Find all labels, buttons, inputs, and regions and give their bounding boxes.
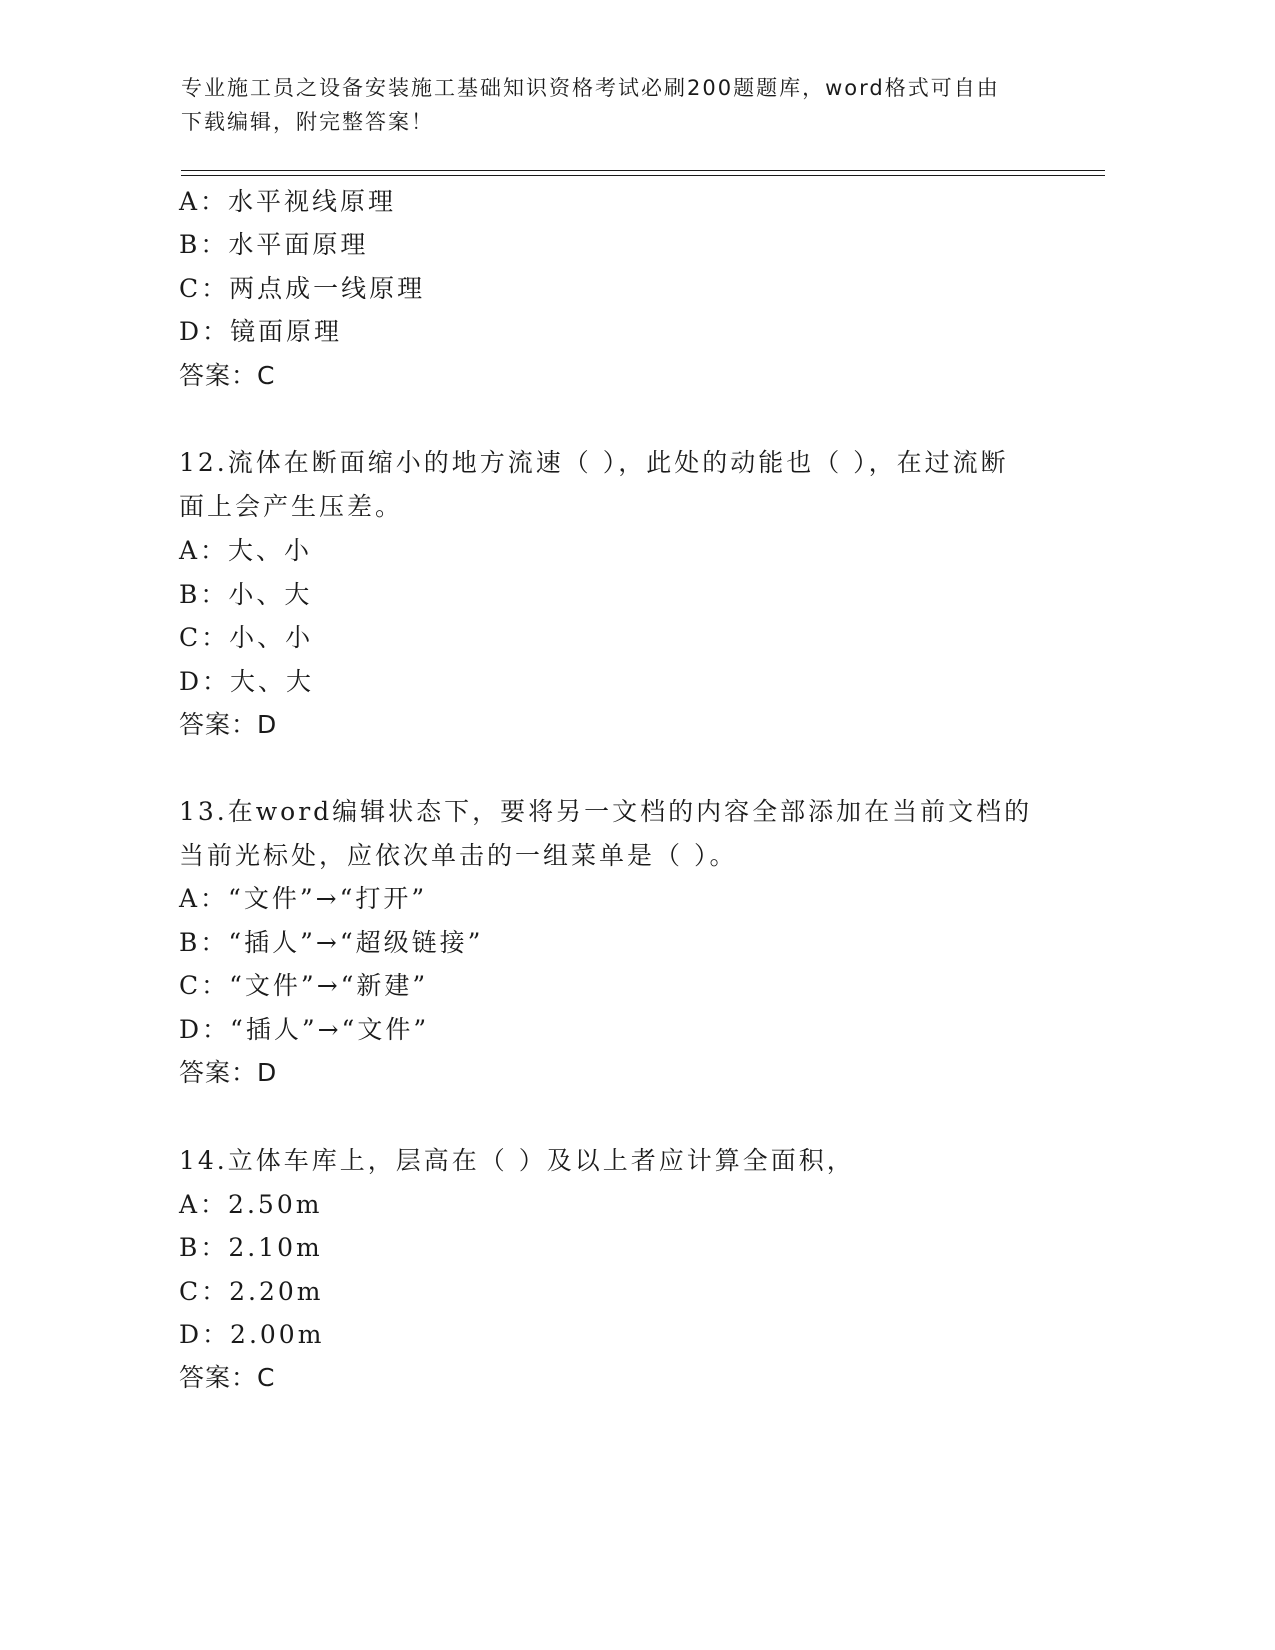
q13-option-a: A：“文件”→“打开” [179,884,428,913]
q12-option-d: D：大、大 [179,667,315,696]
q13-stem-line-2: 当前光标处，应依次单击的一组菜单是（ ）。 [179,841,738,870]
q11-option-b: B：水平面原理 [179,230,369,259]
q11-option-c: C：两点成一线原理 [179,274,426,303]
q11-option-a: A：水平视线原理 [179,187,397,216]
q13-option-c: C：“文件”→“新建” [179,971,429,1000]
q14-option-a: A：2.50m [179,1190,323,1219]
header-divider-top [181,170,1105,171]
q14-option-b: B：2.10m [179,1233,323,1262]
q13-option-b: B：“插人”→“超级链接” [179,928,484,957]
q14-stem-line-1: 14.立体车库上，层高在（ ）及以上者应计算全面积， [179,1146,855,1175]
q13-answer: 答案：D [179,1058,278,1087]
q12-option-c: C：小、小 [179,623,314,652]
q12-option-b: B：小、大 [179,580,313,609]
q12-stem-line-1: 12.流体在断面缩小的地方流速（ ），此处的动能也（ ），在过流断 [179,448,1009,477]
q12-option-a: A：大、小 [179,536,313,565]
q14-option-c: C：2.20m [179,1277,324,1306]
header-title-line-2: 下载编辑，附完整答案！ [181,110,434,134]
q11-answer: 答案：C [179,361,276,390]
q13-stem-line-1: 13.在word编辑状态下，要将另一文档的内容全部添加在当前文档的 [179,797,1033,826]
q14-option-d: D：2.00m [179,1320,325,1349]
header-divider-bottom [181,175,1105,176]
document-header [181,71,1061,139]
q14-answer: 答案：C [179,1363,276,1392]
q12-stem-line-2: 面上会产生压差。 [179,492,404,521]
header-title-line-1: 专业施工员之设备安装施工基础知识资格考试必刷200题题库，word格式可自由 [181,76,1000,100]
q12-answer: 答案：D [179,710,278,739]
q13-option-d: D：“插人”→“文件” [179,1015,430,1044]
q11-option-d: D：镜面原理 [179,317,343,346]
